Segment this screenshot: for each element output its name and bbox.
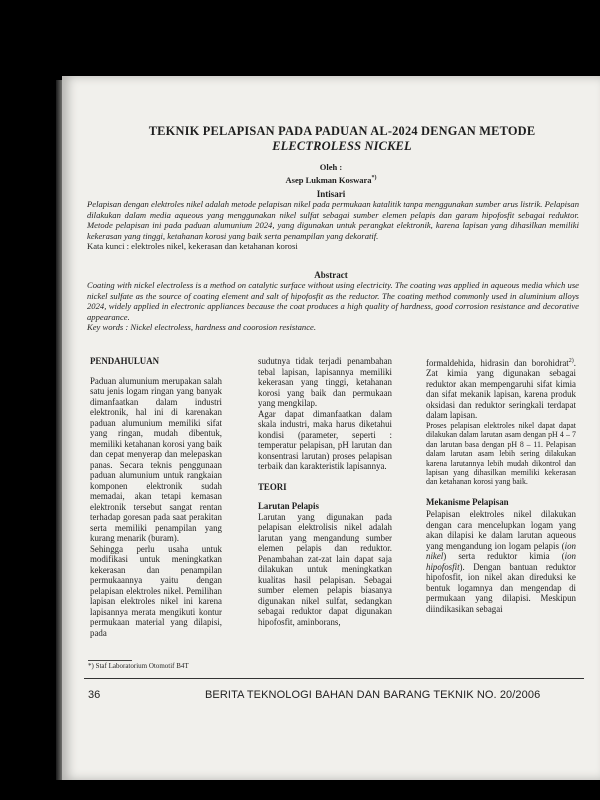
author-footnote-mark: *)	[371, 175, 377, 182]
column-3	[426, 356, 576, 614]
col3-p3-e: ). Dengan bantuan reduktor hipofosfit, ion nikel akan direduksi ke bentuk logamnya dan mengendap di permukaan yang dilapisi. Meskipun diindikasikan sebagai	[426, 561, 576, 614]
author-name-text: Asep Lukman Koswara	[285, 175, 372, 185]
abstract-keywords: Key words : Nickel electroless, hardness and coorosion resistance.	[87, 322, 316, 333]
intisari-heading: Intisari	[316, 189, 346, 199]
abstract-block	[87, 280, 579, 333]
footnote: *) Staf Laboratorium Otomotif B4T	[88, 662, 189, 670]
author-name	[62, 175, 600, 185]
col1-paragraph-1: Paduan alumunium merupakan salah satu jenis logam ringan yang banyak dimanfaatkan dalam industri elektronik, hal ini di karenakan paduan alumunium memiliki sifat yang ringan, mudah dibentuk, memiliki ketahanan korosi yang baik dan cepat menyerap dan melepaskan panas. Secara teknis penggunaan paduan alumunium untuk rangkaian komponen elektronik sudah memadai, akan tetapi kemasan elektronik tersebut sangat rentan terhadap goresan pada saat perakitan serta memiliki penampilan yang kurang menarik (buram).	[90, 375, 222, 543]
title-line-1: TEKNIK PELAPISAN PADA PADUAN AL-2024 DENGAN METODE	[148, 124, 536, 138]
paper-title	[122, 124, 562, 154]
section-heading-teori: TEORI	[258, 481, 287, 492]
journal-name: BERITA TEKNOLOGI BAHAN DAN BARANG TEKNIK NO. 20/2006	[205, 689, 541, 701]
oleh-label: Oleh :	[319, 162, 343, 172]
section-heading-pendahuluan: PENDAHULUAN	[90, 356, 160, 366]
col2-paragraph-3: Larutan yang digunakan pada pelapisan elektrolisis nikel adalah larutan yang mengandung sumber elemen pelapis dan reduktor. Penambahan zat-zat lain dapat saja dilakukan untuk meningkatkan kualitas hasil pelapisan. Sebagai sumber elemen pelapis biasanya digunakan nikel sulfat, sedangkan sebagai reduktor dapat digunakan hipofosfit, aminborans,	[258, 511, 392, 627]
col3-p3-ion-nikel: ion nikel	[426, 540, 576, 562]
document-page	[62, 76, 600, 780]
col3-p1-rest: . Zat kimia yang digunakan sebagai reduktor akan mempengaruhi sifat kimia dan sifat mekanik lapisan, karena produk oksidasi dan reduktor seringkali terdapat dalam lapisan.	[426, 357, 576, 421]
col2-paragraph-1: sudutnya tidak terjadi penambahan tebal lapisan, lapisannya memiliki kekerasan yang tinggi, ketahanan korosi yang baik dan permukaan yang mengkilap.	[258, 356, 392, 408]
col1-paragraph-2: Sehingga perlu usaha untuk modifikasi untuk meningkatkan kekerasan dan penampilan permukaannya yaitu dengan pelapisan elektroles nikel. Pemilihan lapisan elektroles nikel ini karena lapisannya merata mengikuti kontur permukaan material yang dilapisi, pada	[90, 543, 222, 638]
page-number: 36	[88, 689, 101, 701]
col3-p3-ion-hipofosfit: ion hipofosfit	[426, 551, 576, 572]
subheading-mekanisme-pelapisan: Mekanisme Pelapisan	[426, 496, 509, 507]
column-2	[258, 356, 392, 627]
col3-p1-reference: 2)	[568, 358, 574, 364]
intisari-keywords: Kata kunci : elektroles nikel, kekerasan dan ketahanan korosi	[87, 241, 298, 252]
col3-p3-c: ) serta reduktor kimia (	[443, 551, 565, 562]
col3-p3-a: Pelapisan elektroles nikel dilakukan dengan cara mencelupkan logam yang akan dilapisi ke dalam larutan aqueous yang mengandung ion logam pelapis (	[426, 509, 576, 551]
intisari-text: Pelapisan dengan elektroles nikel adalah metode pelapisan nikel pada permukaan katalitik tanpa menggunakan sumber arus listrik. Pelapisan dilakukan dalam media aqueous yang menggunakan nikel sulfat sebagai sumber elemen pelapis dan garam hipofosfit sebagai reduktor. Metode pelapisan ini pada paduan alumunium 2024, yang digunakan untuk perangkat elektronik, karena lapisan yang dihasilkan memiliki kekerasan yang tinggi, ketahanan korosi yang baik serta penampilan yang dekoratif.	[87, 199, 579, 241]
title-line-2: ELECTROLESS NICKEL	[272, 139, 412, 153]
col3-paragraph-1	[426, 356, 576, 421]
abstract-text: Coating with nickel electroless is a method on catalytic surface without using electricity. The coating was applied in aqueous media which use nickel sulfate as the source of coating element and salt of hipofosfit as the reductor. The coating method commonly used in aluminium alloys 2024, widely applied in electronic appliances because the coat produces a high quality of hardness, good corrosion resistance and decorative appearance.	[87, 280, 579, 322]
footer-rule	[84, 678, 584, 679]
col3-p1-text: formaldehida, hidrasin dan borohidrat	[426, 357, 569, 368]
intisari-block	[87, 199, 579, 252]
col3-paragraph-3	[426, 509, 576, 614]
col3-paragraph-2: Proses pelapisan elektroles nikel dapat dapat dilakukan dalam larutan asam dengan pH 4 – 7 dan larutan basa dengan pH 8 – 11. Pelapisan dalam larutan asam lebih sering dilakukan karena larutannya lebih mudah dikontrol dan lapisan yang dihasilkan memiliki kekerasan dan ketahanan korosi yang baik.	[426, 420, 576, 487]
footnote-rule	[88, 660, 132, 661]
subheading-larutan-pelapis: Larutan Pelapis	[258, 501, 319, 511]
column-1	[90, 356, 222, 638]
abstract-heading: Abstract	[314, 270, 348, 280]
col2-paragraph-2: Agar dapat dimanfaatkan dalam skala industri, maka harus diketahui kondisi (parameter, seperti : temperatur pelapisan, pH larutan dan konsentrasi larutan) proses pelapisan terbaik dan karakteristik lapisannya.	[258, 408, 392, 471]
